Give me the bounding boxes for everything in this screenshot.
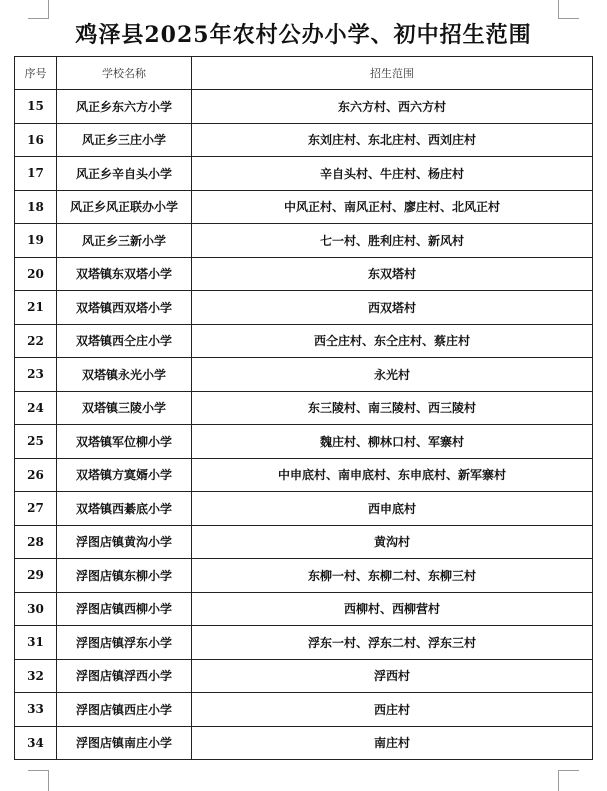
row-number: 20 [15,257,57,291]
school-name: 双塔镇西綦底小学 [57,492,192,526]
table-row [15,157,593,191]
table-row [15,458,593,492]
school-name: 浮图店镇浮东小学 [57,626,192,660]
row-number: 15 [15,90,57,124]
school-name: 风正乡风正联办小学 [57,190,192,224]
row-number: 25 [15,425,57,459]
row-number: 27 [15,492,57,526]
column-header-number: 序号 [15,57,57,90]
school-name: 双塔镇西仝庄小学 [57,324,192,358]
row-number: 16 [15,123,57,157]
column-header-range: 招生范围 [192,57,593,90]
table-row [15,123,593,157]
page-corner-mark [28,770,49,791]
page-corner-mark [558,0,579,19]
row-number: 18 [15,190,57,224]
enrollment-range: 东刘庄村、东北庄村、西刘庄村 [192,123,593,157]
table-row [15,659,593,693]
row-number: 24 [15,391,57,425]
table-row [15,693,593,727]
school-name: 双塔镇方寞婿小学 [57,458,192,492]
school-name: 浮图店镇南庄小学 [57,726,192,760]
column-header-school: 学校名称 [57,57,192,90]
row-number: 32 [15,659,57,693]
enrollment-range: 西仝庄村、东仝庄村、蔡庄村 [192,324,593,358]
table-row [15,425,593,459]
row-number: 31 [15,626,57,660]
enrollment-range: 永光村 [192,358,593,392]
row-number: 34 [15,726,57,760]
page-corner-mark [558,770,579,791]
enrollment-range: 浮西村 [192,659,593,693]
row-number: 33 [15,693,57,727]
row-number: 19 [15,224,57,258]
enrollment-range: 西双塔村 [192,291,593,325]
school-name: 双塔镇东双塔小学 [57,257,192,291]
table-row [15,726,593,760]
enrollment-range: 魏庄村、柳林口村、军寨村 [192,425,593,459]
school-name: 浮图店镇西庄小学 [57,693,192,727]
enrollment-range: 西庄村 [192,693,593,727]
table-row [15,559,593,593]
enrollment-range: 中申底村、南申底村、东申底村、新军寨村 [192,458,593,492]
enrollment-table [14,56,593,760]
table-row [15,391,593,425]
enrollment-range: 东柳一村、东柳二村、东柳三村 [192,559,593,593]
school-name: 风正乡东六方小学 [57,90,192,124]
row-number: 22 [15,324,57,358]
school-name: 浮图店镇西柳小学 [57,592,192,626]
page-corner-mark [28,0,49,19]
enrollment-range: 辛自头村、牛庄村、杨庄村 [192,157,593,191]
enrollment-range: 七一村、胜利庄村、新风村 [192,224,593,258]
page-title: 鸡泽县2025年农村公办小学、初中招生范围 [75,22,532,48]
enrollment-range: 西柳村、西柳营村 [192,592,593,626]
table-row [15,626,593,660]
enrollment-range: 东三陵村、南三陵村、西三陵村 [192,391,593,425]
table-row [15,257,593,291]
school-name: 风正乡三庄小学 [57,123,192,157]
enrollment-range: 黄沟村 [192,525,593,559]
row-number: 29 [15,559,57,593]
table-row [15,358,593,392]
row-number: 26 [15,458,57,492]
school-name: 双塔镇军位柳小学 [57,425,192,459]
row-number: 17 [15,157,57,191]
enrollment-range: 浮东一村、浮东二村、浮东三村 [192,626,593,660]
enrollment-range: 东双塔村 [192,257,593,291]
enrollment-range: 中风正村、南风正村、廖庄村、北风正村 [192,190,593,224]
table-row [15,592,593,626]
table-row [15,190,593,224]
school-name: 风正乡辛自头小学 [57,157,192,191]
school-name: 风正乡三新小学 [57,224,192,258]
table-row [15,90,593,124]
school-name: 双塔镇三陵小学 [57,391,192,425]
table-header-row [15,57,593,90]
school-name: 浮图店镇黄沟小学 [57,525,192,559]
school-name: 双塔镇永光小学 [57,358,192,392]
school-name: 浮图店镇浮西小学 [57,659,192,693]
row-number: 21 [15,291,57,325]
row-number: 23 [15,358,57,392]
table-row [15,291,593,325]
school-name: 双塔镇西双塔小学 [57,291,192,325]
row-number: 28 [15,525,57,559]
row-number: 30 [15,592,57,626]
table-row [15,492,593,526]
table-row [15,525,593,559]
table-row [15,324,593,358]
enrollment-range: 西申底村 [192,492,593,526]
enrollment-range: 南庄村 [192,726,593,760]
school-name: 浮图店镇东柳小学 [57,559,192,593]
table-row [15,224,593,258]
enrollment-range: 东六方村、西六方村 [192,90,593,124]
